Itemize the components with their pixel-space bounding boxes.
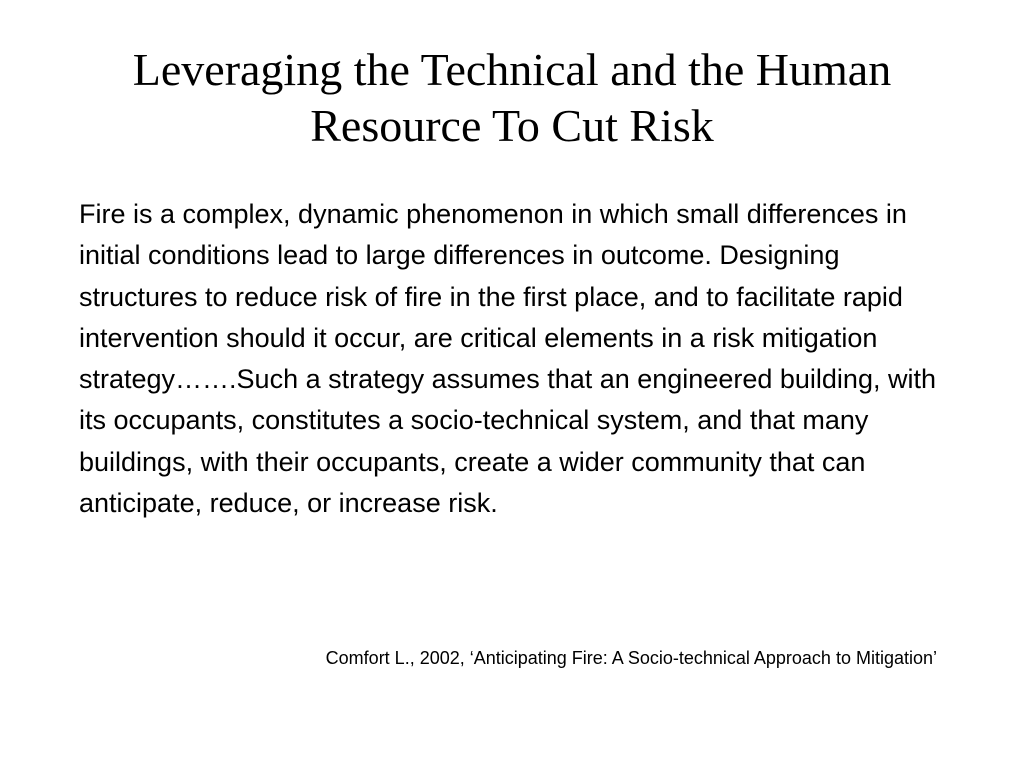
slide-body-text: Fire is a complex, dynamic phenomenon in which small differences in initial conditions lead to large differences in outcome. Designing structures to reduce risk of fire in the first place, and to facilitate rapid intervention should it occur, are critical elements in a risk mitigation strategy…….Such a strategy assumes that an engineered building, with its occupants, constitutes a socio-technical system, and that many buildings, with their occupants, create a wider community that can anticipate, reduce, or increase risk. xyxy=(79,199,936,519)
slide-citation: Comfort L., 2002, ‘Anticipating Fire: A Socio-technical Approach to Mitigation’ xyxy=(325,648,937,668)
slide-title: Leveraging the Technical and the Human Resource To Cut Risk xyxy=(132,44,892,151)
